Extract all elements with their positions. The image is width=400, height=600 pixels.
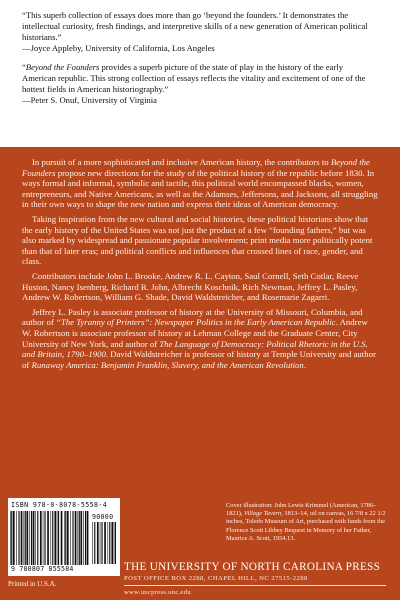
price-code: 90000	[92, 513, 114, 521]
barcode-bar	[40, 511, 42, 565]
barcode-bar	[83, 511, 84, 565]
book-title-italic: “The Tyranny of Printers”: Newspaper Politics in the Early American Republic	[56, 317, 336, 328]
barcode-bar	[29, 511, 30, 565]
book-title-italic: The Language of Democracy: Political Rhetoric in the U.S. and Britain, 1790–1900	[22, 338, 368, 360]
book-title-italic: Beyond the Founders	[25, 62, 100, 72]
barcode-bar	[52, 511, 53, 565]
description-text	[22, 157, 379, 370]
barcode-bar	[51, 511, 52, 565]
barcode-bar	[100, 522, 101, 564]
barcode-bar	[25, 511, 26, 565]
text-run: propose new directions for the study of the political history of the republic before 1830. In ways formal and informal, symbolic and tactile, this political world encompassed blacks, women, entrepreneurs, and Native Americans, as well as the Adamses, Jeffersons, and Jacksons, all struggling in their own ways to shape the new nation and express their ideas of American democracy.	[22, 167, 378, 210]
barcode-area	[8, 498, 216, 593]
barcode-bar	[57, 511, 58, 565]
barcode-bar	[26, 511, 28, 565]
barcode-bar	[31, 511, 32, 565]
barcode-bar	[54, 511, 56, 565]
barcode-bar	[43, 511, 44, 565]
barcode-bar	[21, 511, 23, 565]
text-run: Cover illustration: John Lewis Krimmel (American, 1786–1821),	[226, 502, 377, 518]
text-run: In pursuit of a more sophisticated and inclusive American history, the contributors to	[32, 157, 331, 167]
barcode-bar	[92, 522, 93, 564]
isbn-text: ISBN 978-0-8078-5558-4	[11, 501, 108, 509]
barcode-bar	[78, 511, 79, 565]
price-barcode-icon	[92, 522, 116, 564]
barcode-bar	[16, 511, 17, 565]
editors-paragraph	[22, 307, 379, 371]
barcode-icon	[10, 511, 90, 565]
publisher-url: www.uncpress.unc.edu	[124, 589, 191, 596]
barcode-bar	[13, 511, 15, 565]
barcode-bar	[33, 511, 35, 565]
text-run: .	[303, 359, 306, 370]
praise-quote-text: “This superb collection of essays does more than go ‘beyond the founders.’ It demonstrates the intellectual curiosity, fresh findings, and interpretive skills of a new generation of American political historians.”	[22, 10, 368, 42]
description-paragraph	[22, 157, 379, 210]
cover-credit	[226, 502, 386, 543]
barcode-bar	[114, 522, 115, 564]
barcode-bar	[61, 511, 63, 565]
barcode-bar	[10, 511, 11, 565]
barcode-bar	[115, 522, 116, 564]
praise-section	[0, 0, 400, 147]
barcode-bar	[72, 511, 73, 565]
barcode-number: 9 780807 855584	[11, 565, 74, 573]
barcode-bar	[108, 522, 109, 564]
barcode-bar	[79, 511, 80, 565]
publisher-address: POST OFFICE BOX 2288, CHAPEL HILL, NC 27515-2288	[124, 575, 308, 582]
barcode-bar	[58, 511, 59, 565]
barcode-bar	[87, 511, 89, 565]
barcode-bar	[80, 511, 82, 565]
book-title-italic: Runaway America: Benjamin Franklin, Slavery, and the American Revolution	[31, 359, 304, 370]
barcode-bar	[24, 511, 25, 565]
artwork-title-italic: Village Tavern	[244, 510, 282, 518]
barcode-bar	[75, 511, 77, 565]
barcode-bar	[104, 522, 106, 564]
publisher-name: THE UNIVERSITY OF NORTH CAROLINA PRESS	[124, 561, 381, 573]
description-paragraph: Taking inspiration from the new cultural and social histories, these political historians show that the early history of the United States was not just the product of a few “founding fathers,” but was also marked by widespread and passionate popular involvement; print media more politically potent than that of later eras; and political conflicts and influences that crossed lines of race, gender, and class.	[22, 213, 373, 267]
praise-attribution: —Joyce Appleby, University of California, Los Angeles	[22, 43, 215, 53]
barcode-bar	[47, 511, 49, 565]
barcode-bar	[44, 511, 45, 565]
contributors-paragraph: Contributors include John L. Brooke, Andrew R. L. Cayton, Saul Cornell, Seth Cotlar, Reeve Huston, Nancy Isenberg, Richard R. John, Albrecht Koschnik, Rich Newman, Jeffrey L. Pasley, Andrew W. Robertson, William G. Shade, David Waldstreicher, and Rosemarie Zagarri.	[22, 270, 359, 303]
praise-quote-text: provides a superb picture of the state of play in the history of the early American republic. This strong collection of essays reflects the vitality and excitement of one of the hottest fields in American historiography.”	[22, 62, 366, 94]
printed-in-label: Printed in U.S.A.	[8, 580, 57, 588]
barcode-bar	[67, 511, 69, 565]
barcode-label	[8, 498, 120, 576]
praise-quote-onuf: “Beyond the Founders provides a superb picture of the state of play in the history of the early American republic. This strong collection of essays reflects the vitality and excitement of one of the hottest fields in American historiography.” —Peter S. Onuf, University of Virginia	[22, 62, 378, 106]
barcode-bar	[109, 522, 110, 564]
barcode-bar	[94, 522, 95, 564]
barcode-bar	[85, 511, 86, 565]
barcode-bar	[64, 511, 65, 565]
praise-attribution: —Peter S. Onuf, University of Virginia	[22, 95, 157, 105]
text-run: . Andrew W. Robertson is associate professor of history at Lehman College and the Graduate Center, City University of New York, and author of	[22, 317, 368, 349]
barcode-bar	[11, 511, 12, 565]
text-run: . David Waldstreicher is professor of history at Temple University and author of	[22, 349, 376, 370]
barcode-bar	[18, 511, 19, 565]
book-title-italic: Beyond the Founders	[22, 157, 370, 178]
barcode-bar	[111, 522, 113, 564]
barcode-bar	[70, 511, 71, 565]
barcode-bar	[35, 511, 36, 565]
text-run: Jeffrey L. Pasley is associate professor of history at the University of Missouri, Columbia, and author of	[22, 306, 363, 328]
barcode-bar	[37, 511, 38, 565]
barcode-bar	[97, 522, 99, 564]
barcode-bar	[65, 511, 66, 565]
barcode-bar	[101, 522, 102, 564]
text-run: , 1813–14, oil on canvas, 16 7/8 x 22 1/2 inches, Toledo Museum of Art, purchased with funds from the Florence Scott Libbey Bequest in Memory of her Father, Maurice A. Scott, 1954.13.	[226, 510, 386, 542]
praise-quote-appleby	[22, 10, 378, 54]
